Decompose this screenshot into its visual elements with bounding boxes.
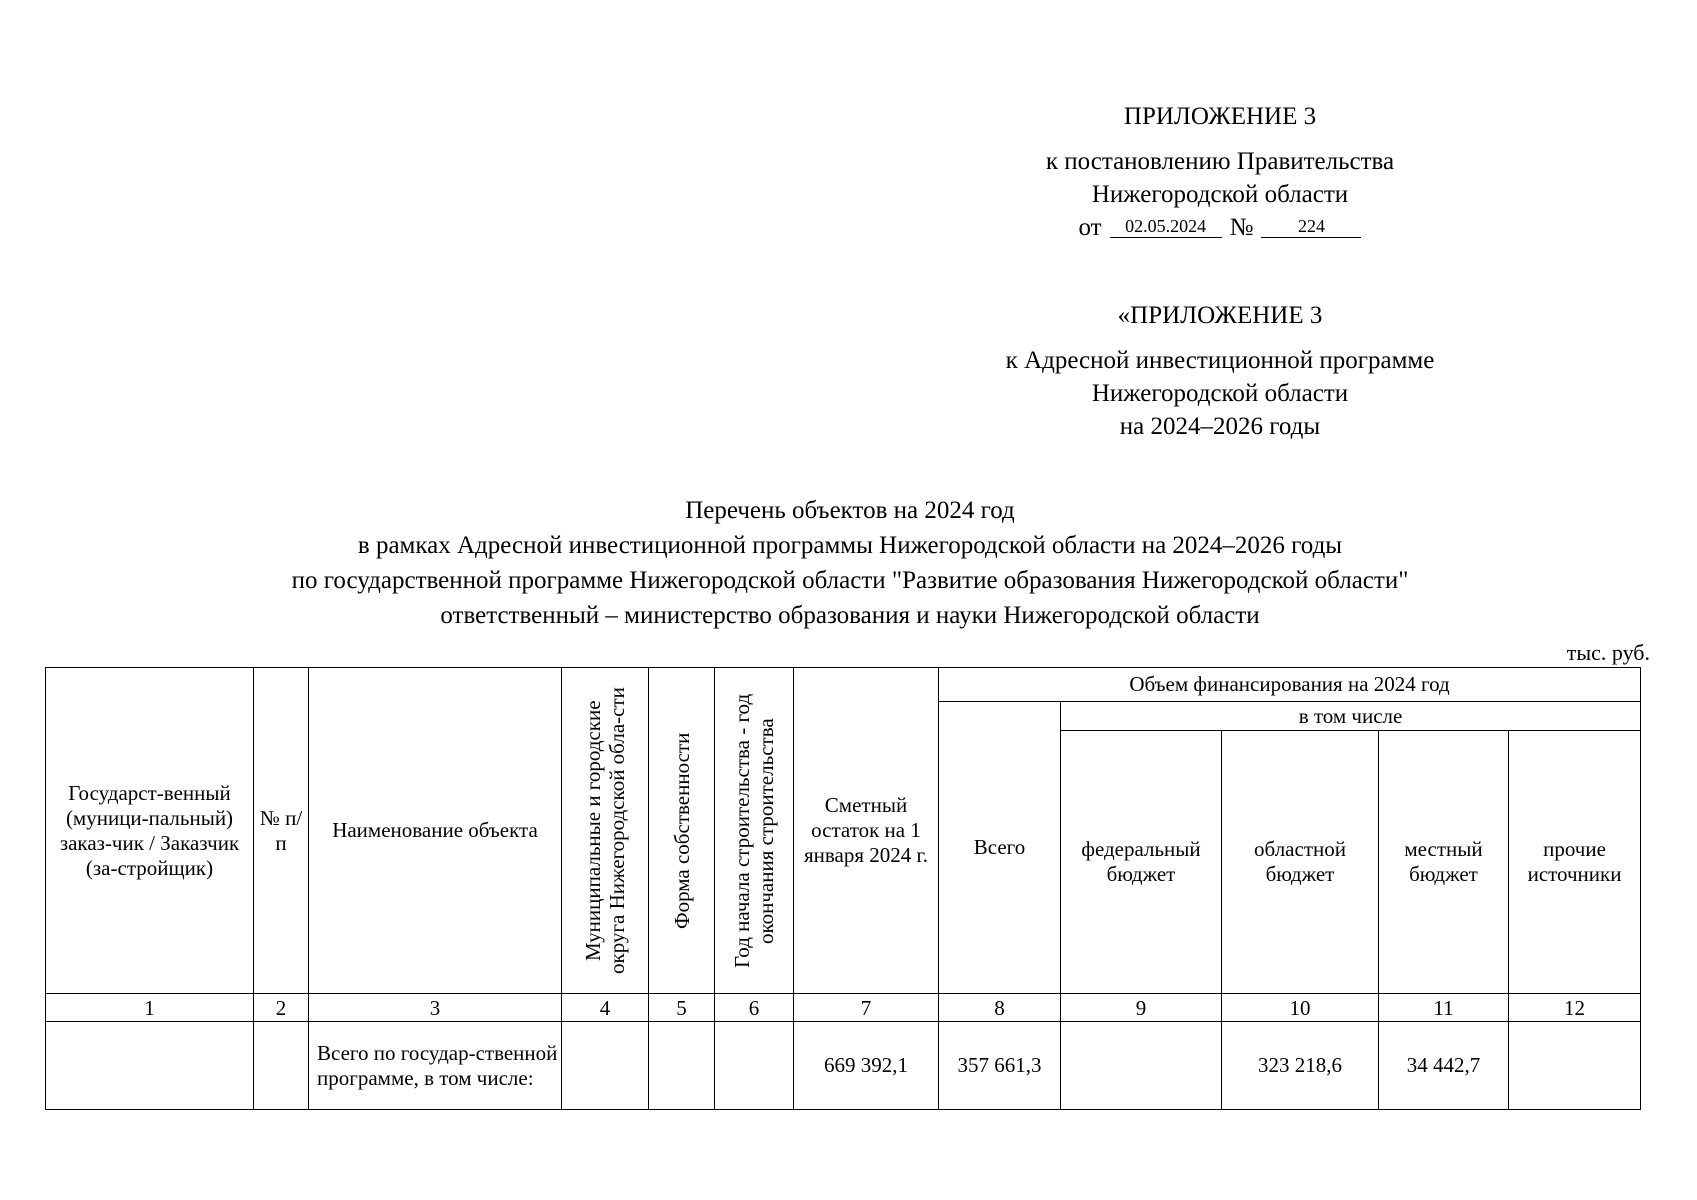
total-row-local: 34 442,7: [1379, 1022, 1509, 1110]
program-appendix-line2: Нижегородской области: [1091, 380, 1349, 407]
appendix-date: 02.05.2024: [1110, 215, 1222, 238]
list-title-line3: по государственной программе Нижегородской области "Развитие образования Нижегородской области": [291, 567, 1409, 594]
appendix-line2: Нижегородской области: [1091, 181, 1349, 208]
header-local: местный бюджет: [1379, 731, 1509, 994]
list-title: [150, 493, 1550, 633]
appendix-signature-row: [950, 211, 1490, 244]
header-years: [715, 668, 794, 994]
column-number-cell: 12: [1509, 994, 1641, 1022]
header-municipality-text: Муниципальные и городские округа Нижегородской обла-сти: [581, 687, 629, 974]
total-row-total: 357 661,3: [939, 1022, 1061, 1110]
header-customer: Государст-венный (муници-пальный) заказ-чик / Заказчик (за-стройщик): [46, 668, 254, 994]
header-financing: Объем финансирования на 2024 год: [939, 668, 1641, 702]
appendix-number: 224: [1261, 215, 1361, 238]
column-number-cell: 9: [1061, 994, 1222, 1022]
header-total: Всего: [939, 702, 1061, 994]
appendix-from-label: от: [1078, 214, 1102, 241]
column-number-cell: 1: [46, 994, 254, 1022]
header-years-text: Год начала строительства - год окончания строительства: [730, 693, 778, 968]
column-number-cell: 3: [309, 994, 562, 1022]
objects-table: [45, 667, 1641, 1110]
header-municipality: [562, 668, 649, 994]
column-number-cell: 7: [794, 994, 939, 1022]
program-appendix-line3: на 2024–2026 годы: [1119, 413, 1321, 440]
column-numbers-row: [46, 994, 1641, 1022]
column-number-cell: 4: [562, 994, 649, 1022]
total-row-regional: 323 218,6: [1222, 1022, 1379, 1110]
header-estimate-balance: Сметный остаток на 1 января 2024 г.: [794, 668, 939, 994]
program-appendix-header: [950, 299, 1490, 443]
list-title-line1: Перечень объектов на 2024 год: [685, 497, 1015, 524]
header-ownership: [649, 668, 715, 994]
total-row-customer: [46, 1022, 254, 1110]
total-row-other: [1509, 1022, 1641, 1110]
total-row-municipality: [562, 1022, 649, 1110]
header-ownership-text: Форма собственности: [669, 732, 694, 929]
column-number-cell: 8: [939, 994, 1061, 1022]
appendix-header: [950, 100, 1490, 244]
header-row-1: [46, 668, 1641, 702]
header-number: № п/п: [254, 668, 309, 994]
column-number-cell: 2: [254, 994, 309, 1022]
program-appendix-title: «ПРИЛОЖЕНИЕ 3: [1117, 302, 1323, 329]
appendix-title: ПРИЛОЖЕНИЕ 3: [1123, 103, 1317, 130]
column-number-cell: 6: [715, 994, 794, 1022]
unit-label: тыс. руб.: [1566, 640, 1650, 665]
header-regional: областной бюджет: [1222, 731, 1379, 994]
column-number-cell: 11: [1379, 994, 1509, 1022]
header-object-name: Наименование объекта: [309, 668, 562, 994]
column-number-cell: 10: [1222, 994, 1379, 1022]
total-row-number: [254, 1022, 309, 1110]
header-including: в том числе: [1061, 702, 1641, 731]
column-number-cell: 5: [649, 994, 715, 1022]
total-row-label: Всего по государ-ственной программе, в том числе:: [309, 1022, 562, 1110]
header-other: прочие источники: [1509, 731, 1641, 994]
header-federal: федеральный бюджет: [1061, 731, 1222, 994]
total-row-ownership: [649, 1022, 715, 1110]
total-row-federal: [1061, 1022, 1222, 1110]
total-row-estimate-balance: 669 392,1: [794, 1022, 939, 1110]
total-row-years: [715, 1022, 794, 1110]
table-row: [46, 1022, 1641, 1110]
appendix-line1: к постановлению Правительства: [1045, 148, 1395, 175]
list-title-line2: в рамках Адресной инвестиционной программы Нижегородской области на 2024–2026 годы: [357, 532, 1343, 559]
program-appendix-line1: к Адресной инвестиционной программе: [1005, 347, 1435, 374]
appendix-number-label: №: [1229, 214, 1254, 241]
list-title-line4: ответственный – министерство образования и науки Нижегородской области: [440, 602, 1260, 629]
